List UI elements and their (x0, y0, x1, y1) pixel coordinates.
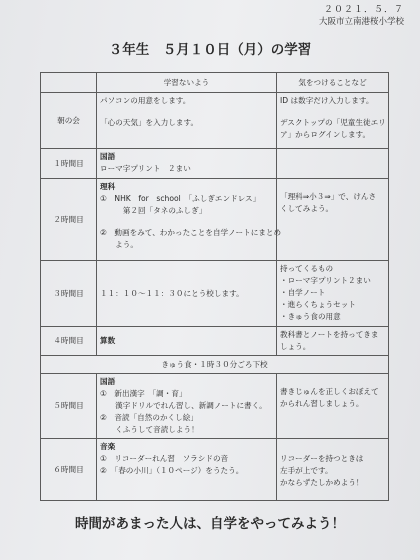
note-line: 書きじゅんを正しくおぼえて (280, 387, 379, 396)
row-lunch (41, 356, 389, 374)
school-name: 大阪市立南港桜小学校 (318, 17, 404, 27)
content-cell (97, 327, 277, 356)
content-cell (97, 374, 277, 439)
header-empty (41, 73, 97, 93)
notes-cell (277, 261, 389, 327)
note-line: 教科書とノートを持ってきま (280, 330, 379, 339)
note-line: 持ってくるもの (280, 264, 334, 273)
row-period-4 (41, 327, 389, 356)
content-line: ② 「春の小川」（１０ページ）をうたう。 (100, 466, 244, 475)
period-label: ３時間目 (41, 261, 97, 327)
content-cell (97, 439, 277, 501)
note-line: しょう。 (280, 342, 311, 351)
content-line: ① NHK for school 「ふしぎエンドレス」 (100, 194, 261, 203)
period-label: ４時間目 (41, 327, 97, 356)
note-line: ア」からログインします。 (280, 130, 371, 139)
notes-cell (277, 93, 389, 149)
notes-cell (277, 327, 389, 356)
period-label: ５時間目 (41, 374, 97, 439)
date-label: ２０２１．５．７ (323, 5, 404, 15)
content-line: 第２回「タネのふしぎ」 (100, 206, 207, 215)
content-line: 漢字ドリルでれん習し、新調ノートに書く。 (100, 401, 267, 410)
table-header-row (41, 73, 389, 93)
subject-label: 音楽 (100, 442, 116, 451)
subject-label: 国語 (100, 377, 116, 386)
note-line: ・進らくちょうセット (280, 300, 356, 309)
period-label: １時間目 (41, 149, 97, 179)
row-period-1 (41, 149, 389, 179)
page-title: ３年生 ５月１０日（月）の学習 (108, 42, 312, 58)
note-line: くしてみよう。 (280, 204, 334, 213)
note-line: ・自学ノート (280, 288, 326, 297)
content-line: 「心の天気」を入力します。 (100, 118, 199, 127)
note-line: 「理科⇒小３⇒」で、けんさ (280, 192, 377, 201)
notes-cell (277, 439, 389, 501)
period-label: ６時間目 (41, 439, 97, 501)
row-period-3 (41, 261, 389, 327)
content-line: ② 音読「自然のかくし絵」 (100, 413, 198, 422)
note-line: ・ローマ字プリント２まい (280, 276, 371, 285)
header-notes: 気をつけることなど (277, 73, 389, 93)
note-line: 左手が上です。 (280, 466, 333, 475)
notes-cell (277, 374, 389, 439)
note-line: ID は数字だけ入力します。 (280, 96, 374, 105)
period-label: 朝の会 (41, 93, 97, 149)
content-line: くふうして音読しよう！ (100, 425, 199, 434)
subject-label: 算数 (100, 336, 116, 345)
content-line: ② 動画をみて、わかったことを自学ノートにまとめ (100, 228, 282, 237)
content-line: ① リコーダーれん習 ソラシドの音 (100, 454, 229, 463)
content-line: パソコンの用意をします。 (100, 96, 191, 105)
notes-cell (277, 149, 389, 179)
row-period-5 (41, 374, 389, 439)
lunch-banner: きゅう食・１時３０分ごろ下校 (41, 356, 389, 374)
content-line: よう。 (100, 240, 138, 249)
subject-label: 理科 (100, 182, 116, 191)
subject-label: 国語 (100, 152, 116, 161)
content-line: １１：１０～１１：３０にとう校します。 (100, 288, 244, 298)
note-line: ・きゅう食の用意 (280, 312, 341, 321)
row-period-2 (41, 179, 389, 261)
footer-message: 時間があまった人は、自学をやってみよう！ (75, 516, 345, 532)
schedule-table (40, 72, 389, 501)
note-line: リコーダーを持つときは (280, 454, 364, 463)
content-cell (97, 179, 282, 261)
content-line: ローマ字プリント ２まい (100, 164, 191, 173)
note-line: かられん習しましょう。 (280, 399, 364, 408)
period-label: ２時間目 (41, 179, 97, 261)
content-line: ① 新出漢字 「調・育」 (100, 389, 187, 398)
header-content: 学習ないよう (97, 73, 277, 93)
content-cell (97, 93, 277, 149)
row-period-6 (41, 439, 389, 501)
row-morning (41, 93, 389, 149)
notes-cell (277, 179, 389, 261)
note-line: かならずたしかめよう！ (280, 478, 364, 487)
content-cell (97, 149, 277, 179)
note-line: デスクトップの「児童生徒エリ (280, 118, 386, 127)
content-cell (97, 261, 277, 327)
